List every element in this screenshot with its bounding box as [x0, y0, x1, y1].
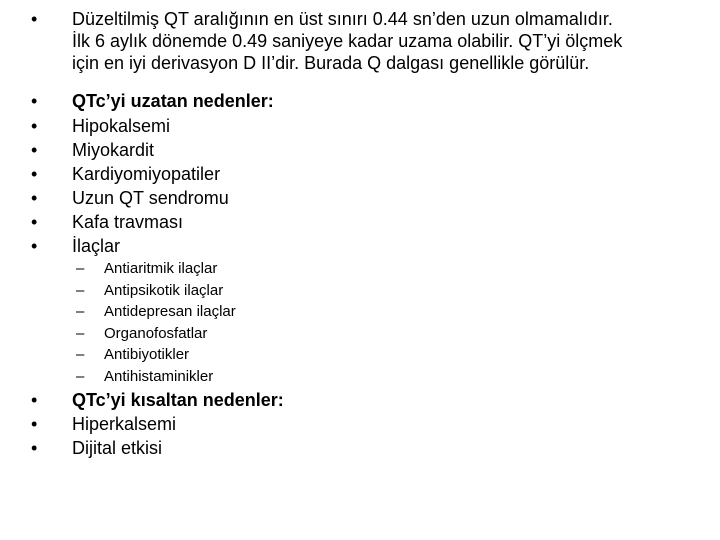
bullet-kafa-travmasi: • Kafa travması — [72, 211, 702, 233]
bullet-dijital-etkisi: • Dijital etkisi — [72, 437, 702, 459]
bullet-kardiyomiyopatiler: • Kardiyomiyopatiler — [72, 163, 702, 185]
bullet-heading-prolonging-causes: • QTc’yi uzatan nedenler: — [72, 90, 702, 112]
bullet-heading-shortening-causes: • QTc’yi kısaltan nedenler: — [72, 389, 702, 411]
bullet-qt-upper-limit: • Düzeltilmiş QT aralığının en üst sınırı 0.44 sn’den uzun olmamalıdır. İlk 6 aylık dönemde 0.49 saniyeye kadar uzama olabilir. QT’yi ölçmek için en iyi derivasyon D II’dir. Burada Q dalgası genellikle görülür. — [72, 8, 702, 74]
bullet-hipokalsemi: • Hipokalsemi — [72, 115, 702, 137]
bullet-hiperkalsemi: • Hiperkalsemi — [72, 413, 702, 435]
bullet-miyokardit: • Miyokardit — [72, 139, 702, 161]
sub-bullet-antibiyotikler: – Antibiyotikler — [104, 346, 189, 364]
bullet-ilaclar: • İlaçlar — [72, 235, 702, 257]
sub-bullet-organofosfatlar: – Organofosfatlar — [104, 325, 207, 343]
sub-bullet-antidepresan: – Antidepresan ilaçlar — [104, 303, 236, 321]
sub-bullet-antihistaminikler: – Antihistaminikler — [104, 368, 213, 386]
sub-bullet-antipsikotik: – Antipsikotik ilaçlar — [104, 282, 223, 300]
bullet-uzun-qt-sendromu: • Uzun QT sendromu — [72, 187, 702, 209]
sub-bullet-antiaritmik: – Antiaritmik ilaçlar — [104, 260, 217, 278]
